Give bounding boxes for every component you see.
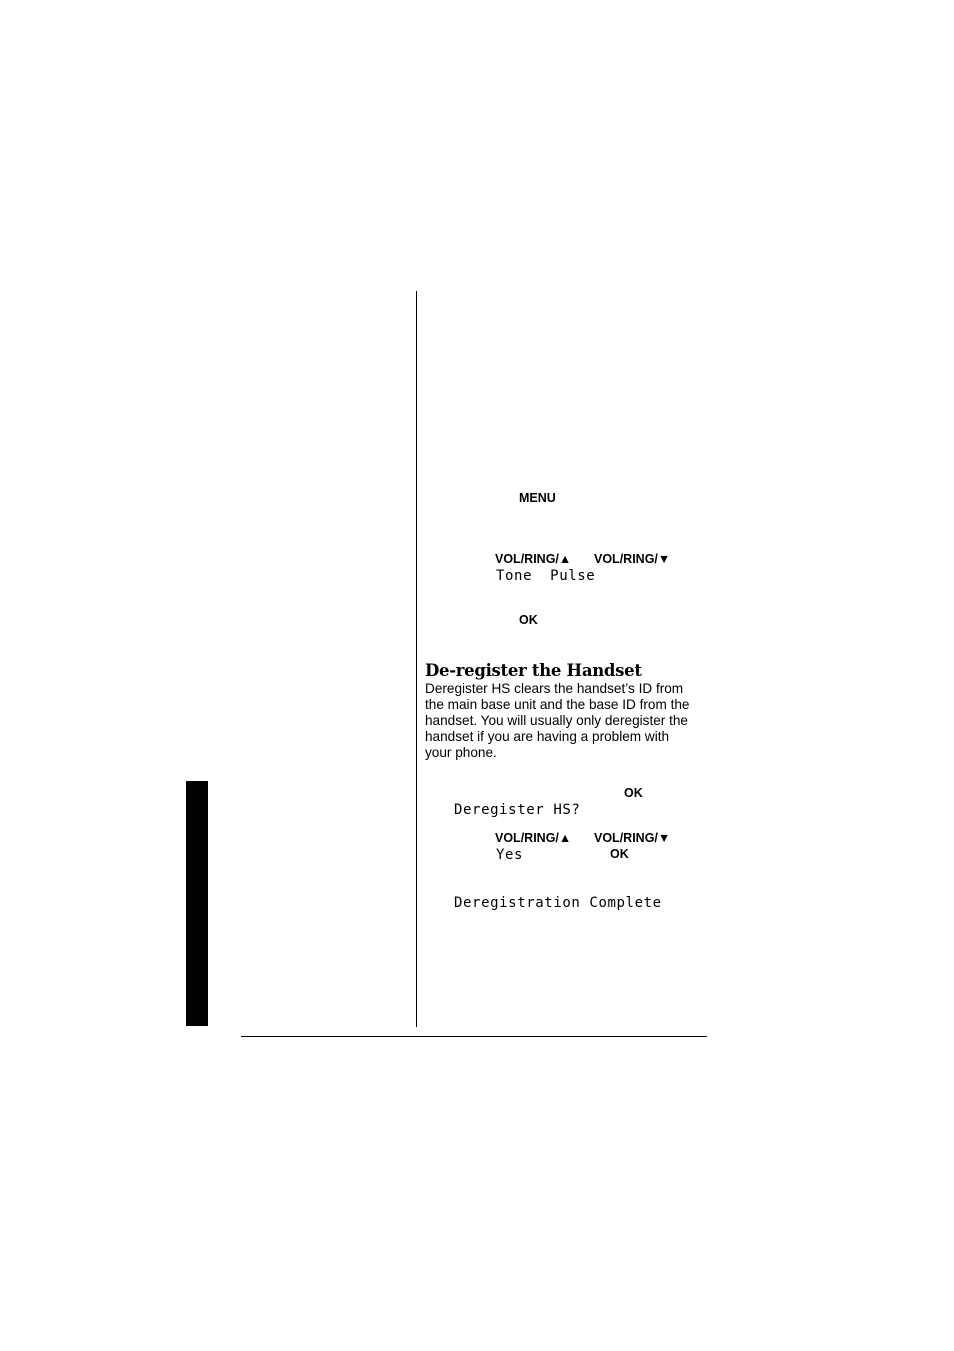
- ok-key-label: OK: [610, 847, 629, 861]
- menu-key-label: MENU: [519, 491, 556, 505]
- vol-ring-up-key-label: VOL/RING/▲: [495, 552, 572, 566]
- vol-ring-down-key-label: VOL/RING/▼: [594, 552, 671, 566]
- lcd-tone-pulse: Tone Pulse: [496, 568, 596, 584]
- lcd-deregistration-complete: Deregistration Complete: [454, 895, 662, 911]
- lcd-yes: Yes: [496, 847, 524, 863]
- body-line: the main base unit and the base ID from the: [425, 697, 690, 712]
- ok-key-label: OK: [624, 786, 643, 800]
- vol-ring-down-key-label: VOL/RING/▼: [594, 831, 671, 845]
- body-line: your phone.: [425, 745, 497, 760]
- ok-key-label: OK: [519, 613, 538, 627]
- section-thumb-tab: [186, 781, 208, 1026]
- section-body: [425, 681, 710, 761]
- vol-ring-up-key-label: VOL/RING/▲: [495, 831, 572, 845]
- lcd-deregister-prompt: Deregister HS?: [454, 802, 581, 818]
- footer-rule: [241, 1036, 707, 1037]
- body-line: Deregister HS clears the handset’s ID from: [425, 681, 684, 696]
- section-heading: De-register the Handset: [425, 661, 642, 680]
- column-divider: [416, 291, 417, 1027]
- body-line: handset if you are having a problem with: [425, 729, 670, 744]
- body-line: handset. You will usually only deregister the: [425, 713, 688, 728]
